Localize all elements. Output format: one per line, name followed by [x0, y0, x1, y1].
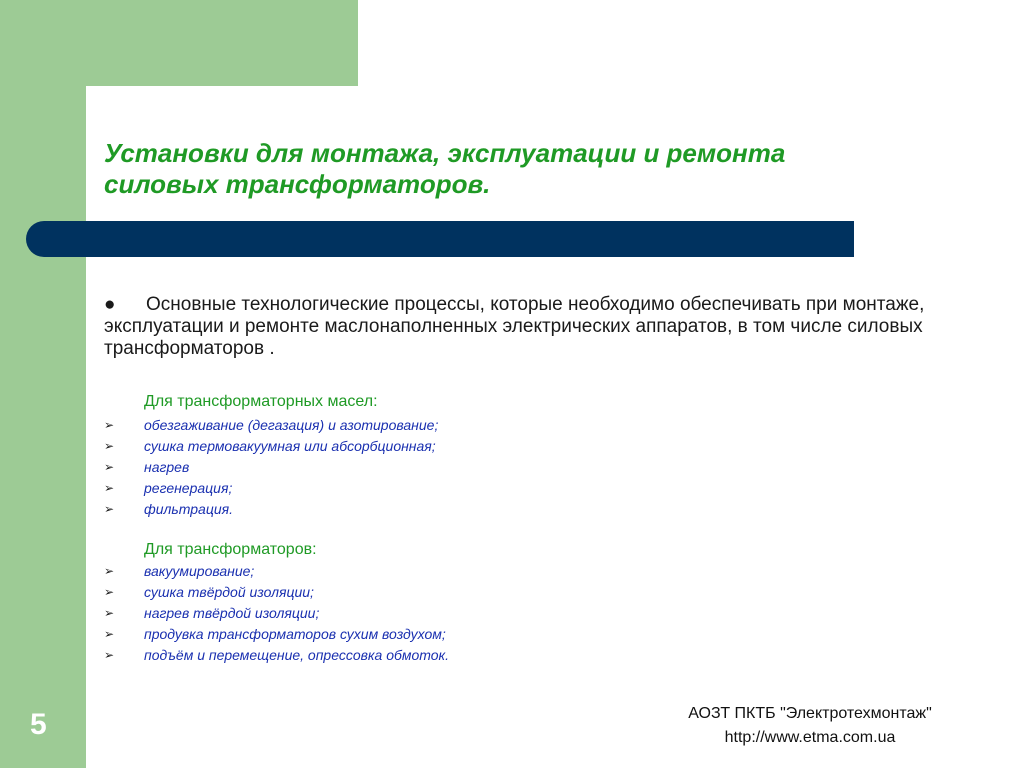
title-underline-bar — [26, 221, 854, 257]
arrow-bullet-icon: ➢ — [104, 606, 115, 620]
slide-title-line-1: Установки для монтажа, эксплуатации и ремонта — [104, 138, 786, 168]
slide-title — [104, 138, 864, 200]
slide-number: 5 — [30, 708, 47, 741]
left-green-band — [0, 0, 86, 768]
arrow-bullet-icon: ➢ — [104, 418, 115, 432]
footer-organization: АОЗТ ПКТБ "Электротехмонтаж" — [688, 705, 932, 722]
arrow-bullet-icon: ➢ — [104, 460, 115, 474]
transformers-heading: Для трансформаторов: — [144, 541, 317, 558]
arrow-bullet-icon: ➢ — [104, 502, 115, 516]
arrow-bullet-icon: ➢ — [104, 585, 115, 599]
intro-text: Основные технологические процессы, которые необходимо обеспечивать при монтаже, эксплуатации и ремонте маслонаполненных электрических аппаратов, в том числе силовых трансформаторов . — [104, 294, 925, 359]
top-green-band — [0, 0, 358, 86]
oils-heading: Для трансформаторных масел: — [144, 393, 378, 410]
arrow-bullet-icon: ➢ — [104, 564, 115, 578]
arrow-bullet-icon: ➢ — [104, 648, 115, 662]
slide-title-line-2: силовых трансформаторов. — [104, 169, 491, 199]
footer-url[interactable]: http://www.etma.com.ua — [724, 729, 896, 746]
intro-paragraph — [104, 294, 1004, 360]
bullet-dot: ● — [104, 294, 116, 315]
arrow-bullet-icon: ➢ — [104, 439, 115, 453]
footer-credits — [640, 702, 980, 750]
arrow-bullet-icon: ➢ — [104, 627, 115, 641]
arrow-bullet-icon: ➢ — [104, 481, 115, 495]
